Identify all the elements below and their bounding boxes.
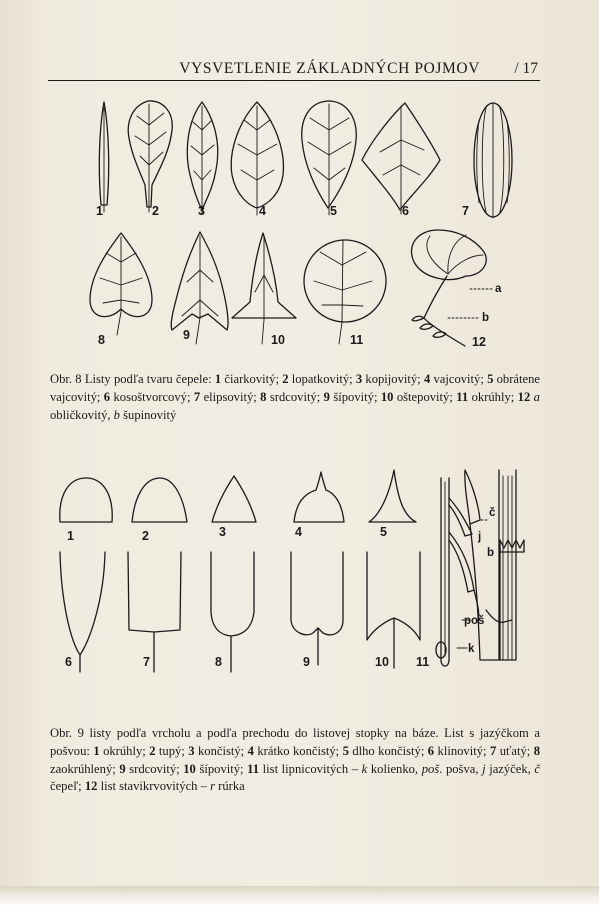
fig8-caption-seg-25: a	[533, 389, 540, 404]
fig8-label-b: b	[482, 312, 490, 324]
fig9-label-1: 1	[67, 529, 74, 543]
fig9-caption-seg-2: okrúhly;	[99, 743, 150, 758]
fig9-caption-seg-20: šípovitý;	[195, 761, 248, 776]
figure-9-caption	[50, 725, 540, 796]
fig9-caption-seg-9: 5	[342, 743, 349, 758]
grass-stem-drawing	[436, 478, 482, 666]
fig9-caption-seg-3: 2	[149, 743, 156, 758]
fig9-label-pos: poš	[464, 615, 485, 627]
fig8-label-a: a	[495, 283, 502, 295]
fig9-caption-seg-5: 3	[188, 743, 195, 758]
fig8-label-10: 10	[271, 333, 285, 347]
fig9-caption-seg-29: č	[534, 761, 541, 776]
fig9-caption-seg-27: j	[482, 761, 486, 776]
fig9-caption-seg-12: klinovitý;	[434, 743, 490, 758]
fig8-caption-seg-11: 6	[103, 389, 111, 404]
fig8-caption-seg-27: b	[113, 407, 120, 422]
fig9-caption-seg-30: čepeľ;	[50, 779, 85, 794]
fig9-label-k: k	[468, 643, 475, 655]
fig8-label-6: 6	[402, 204, 409, 218]
fig9-caption-seg-28: jazýček,	[485, 761, 535, 776]
fig8-caption-seg-16: srdcovitý;	[266, 389, 324, 404]
fig8-label-7: 7	[462, 204, 469, 218]
fig9-caption-seg-7: 4	[247, 743, 254, 758]
fig8-caption-seg-19: 10	[380, 389, 394, 404]
fig8-label-12: 12	[472, 335, 486, 349]
fig8-caption-seg-2: čiarkovitý;	[221, 372, 283, 386]
fig9-caption-seg-11: 6	[427, 743, 435, 758]
fig9-caption-seg-25: poš	[421, 761, 440, 776]
fig9-caption-seg-21: 11	[247, 761, 260, 776]
fig9-caption-seg-1: 1	[93, 743, 100, 758]
fig9-label-2: 2	[142, 529, 149, 543]
fig9-caption-seg-16: zaokrúhlený;	[50, 761, 120, 776]
fig9-label-9: 9	[303, 655, 310, 669]
fig8-label-8: 8	[98, 333, 105, 347]
fig9-caption-seg-26: . pošva,	[439, 761, 483, 776]
fig8-label-5: 5	[330, 204, 337, 218]
tip-4-acuminate	[294, 472, 344, 522]
fig8-label-3: 3	[198, 204, 205, 218]
base-7-truncate	[128, 552, 181, 672]
fig9-label-11: 11	[416, 655, 430, 669]
base-9-cordate	[291, 552, 343, 665]
fig9-caption-seg-8: krátko končistý;	[253, 743, 343, 758]
fig8-label-2: 2	[152, 204, 159, 218]
fig9-caption-seg-14: uťatý;	[496, 743, 534, 758]
fig8-caption-seg-6: kopijovitý;	[362, 372, 424, 386]
tip-3-acute	[212, 476, 256, 522]
fig9-caption-seg-6: končistý;	[194, 743, 248, 758]
fig9-caption-seg-13: 7	[489, 743, 497, 758]
fig8-label-1: 1	[96, 204, 103, 218]
fig8-caption-seg-21: 11	[456, 389, 469, 404]
fig8-caption-seg-20: oštepovitý;	[393, 389, 457, 404]
fig8-caption-seg-5: 3	[355, 372, 363, 386]
header-title: VYSVETLENIE ZÁKLADNÝCH POJMOV	[179, 60, 480, 77]
fig9-label-c: č	[489, 507, 496, 519]
fig8-caption-seg-13: 7	[193, 389, 201, 404]
fig9-label-b: b	[487, 547, 495, 559]
fig8-caption-seg-9: 5	[487, 372, 494, 386]
fig8-caption-seg-17: 9	[323, 389, 330, 404]
fig9-label-8: 8	[215, 655, 222, 669]
page-number: / 17	[514, 60, 538, 77]
fig9-caption-seg-17: 9	[119, 761, 126, 776]
tip-2-obtuse	[132, 478, 187, 522]
fig8-caption-seg-23: 12	[517, 389, 531, 404]
base-8-rounded	[211, 552, 254, 672]
fig9-caption-seg-15: 8	[533, 743, 540, 758]
fig9-caption-seg-33: r	[210, 779, 215, 794]
fig8-caption-seg-8: vajcovitý;	[430, 372, 488, 386]
fig8-caption-seg-10: obrátene vajcovitý;	[50, 372, 540, 404]
fig9-caption-seg-18: srdcovitý;	[125, 761, 184, 776]
fig9-label-6: 6	[65, 655, 72, 669]
fig9-label-7: 7	[143, 655, 150, 669]
fig9-caption-seg-32: list stavikrvovitých –	[97, 779, 211, 794]
tip-5-long-acuminate	[369, 470, 416, 522]
fig9-caption-seg-22: list lipnicovitých –	[259, 761, 362, 776]
base-6-cuneate	[60, 552, 105, 672]
fig8-caption-seg-15: 8	[260, 389, 267, 404]
fig8-caption-seg-26: obličkovitý,	[50, 407, 114, 422]
fig8-caption-seg-4: lopatkovitý;	[288, 372, 356, 386]
fig9-label-5: 5	[380, 525, 387, 539]
fig9-caption-seg-24: kolienko,	[367, 761, 422, 776]
fig9-caption-seg-10: dlho končistý;	[348, 743, 428, 758]
fig9-label-10: 10	[375, 655, 389, 669]
fig8-caption-seg-18: šípovitý;	[329, 389, 381, 404]
fig9-label-3: 3	[219, 525, 226, 539]
fig8-caption-seg-0: Obr. 8 Listy podľa tvaru čepele:	[50, 372, 215, 386]
fig9-caption-seg-23: k	[361, 761, 368, 776]
fig9-caption-seg-31: 12	[84, 779, 98, 794]
tip-1-round	[60, 478, 112, 522]
fig8-caption-seg-1: 1	[214, 372, 222, 386]
fig9-label-j: j	[478, 531, 482, 543]
fig9-label-4: 4	[295, 525, 302, 539]
fig9-caption-seg-34: rúrka	[214, 779, 245, 794]
fig8-caption-seg-28: šupinovitý	[119, 407, 177, 422]
fig8-caption-seg-12: kosoštvorcový;	[110, 389, 194, 404]
fig8-label-4: 4	[259, 204, 266, 218]
fig8-caption-seg-3: 2	[282, 372, 289, 386]
fig8-label-9: 9	[183, 328, 190, 342]
fig8-caption-seg-7: 4	[423, 372, 431, 386]
fig9-caption-seg-19: 10	[183, 761, 196, 776]
fig8-caption-seg-22: okrúhly;	[468, 389, 518, 404]
fig9-caption-seg-0: Obr. 9 listy podľa vrcholu a podľa prechodu do listovej stopky na báze. List s jazýčkom a pošvou:	[50, 726, 540, 758]
fig8-caption-seg-14: elipsovitý;	[200, 389, 261, 404]
fig9-caption-seg-4: tupý;	[155, 743, 189, 758]
fig8-label-11: 11	[350, 333, 364, 347]
base-10-sagittate	[367, 552, 420, 668]
